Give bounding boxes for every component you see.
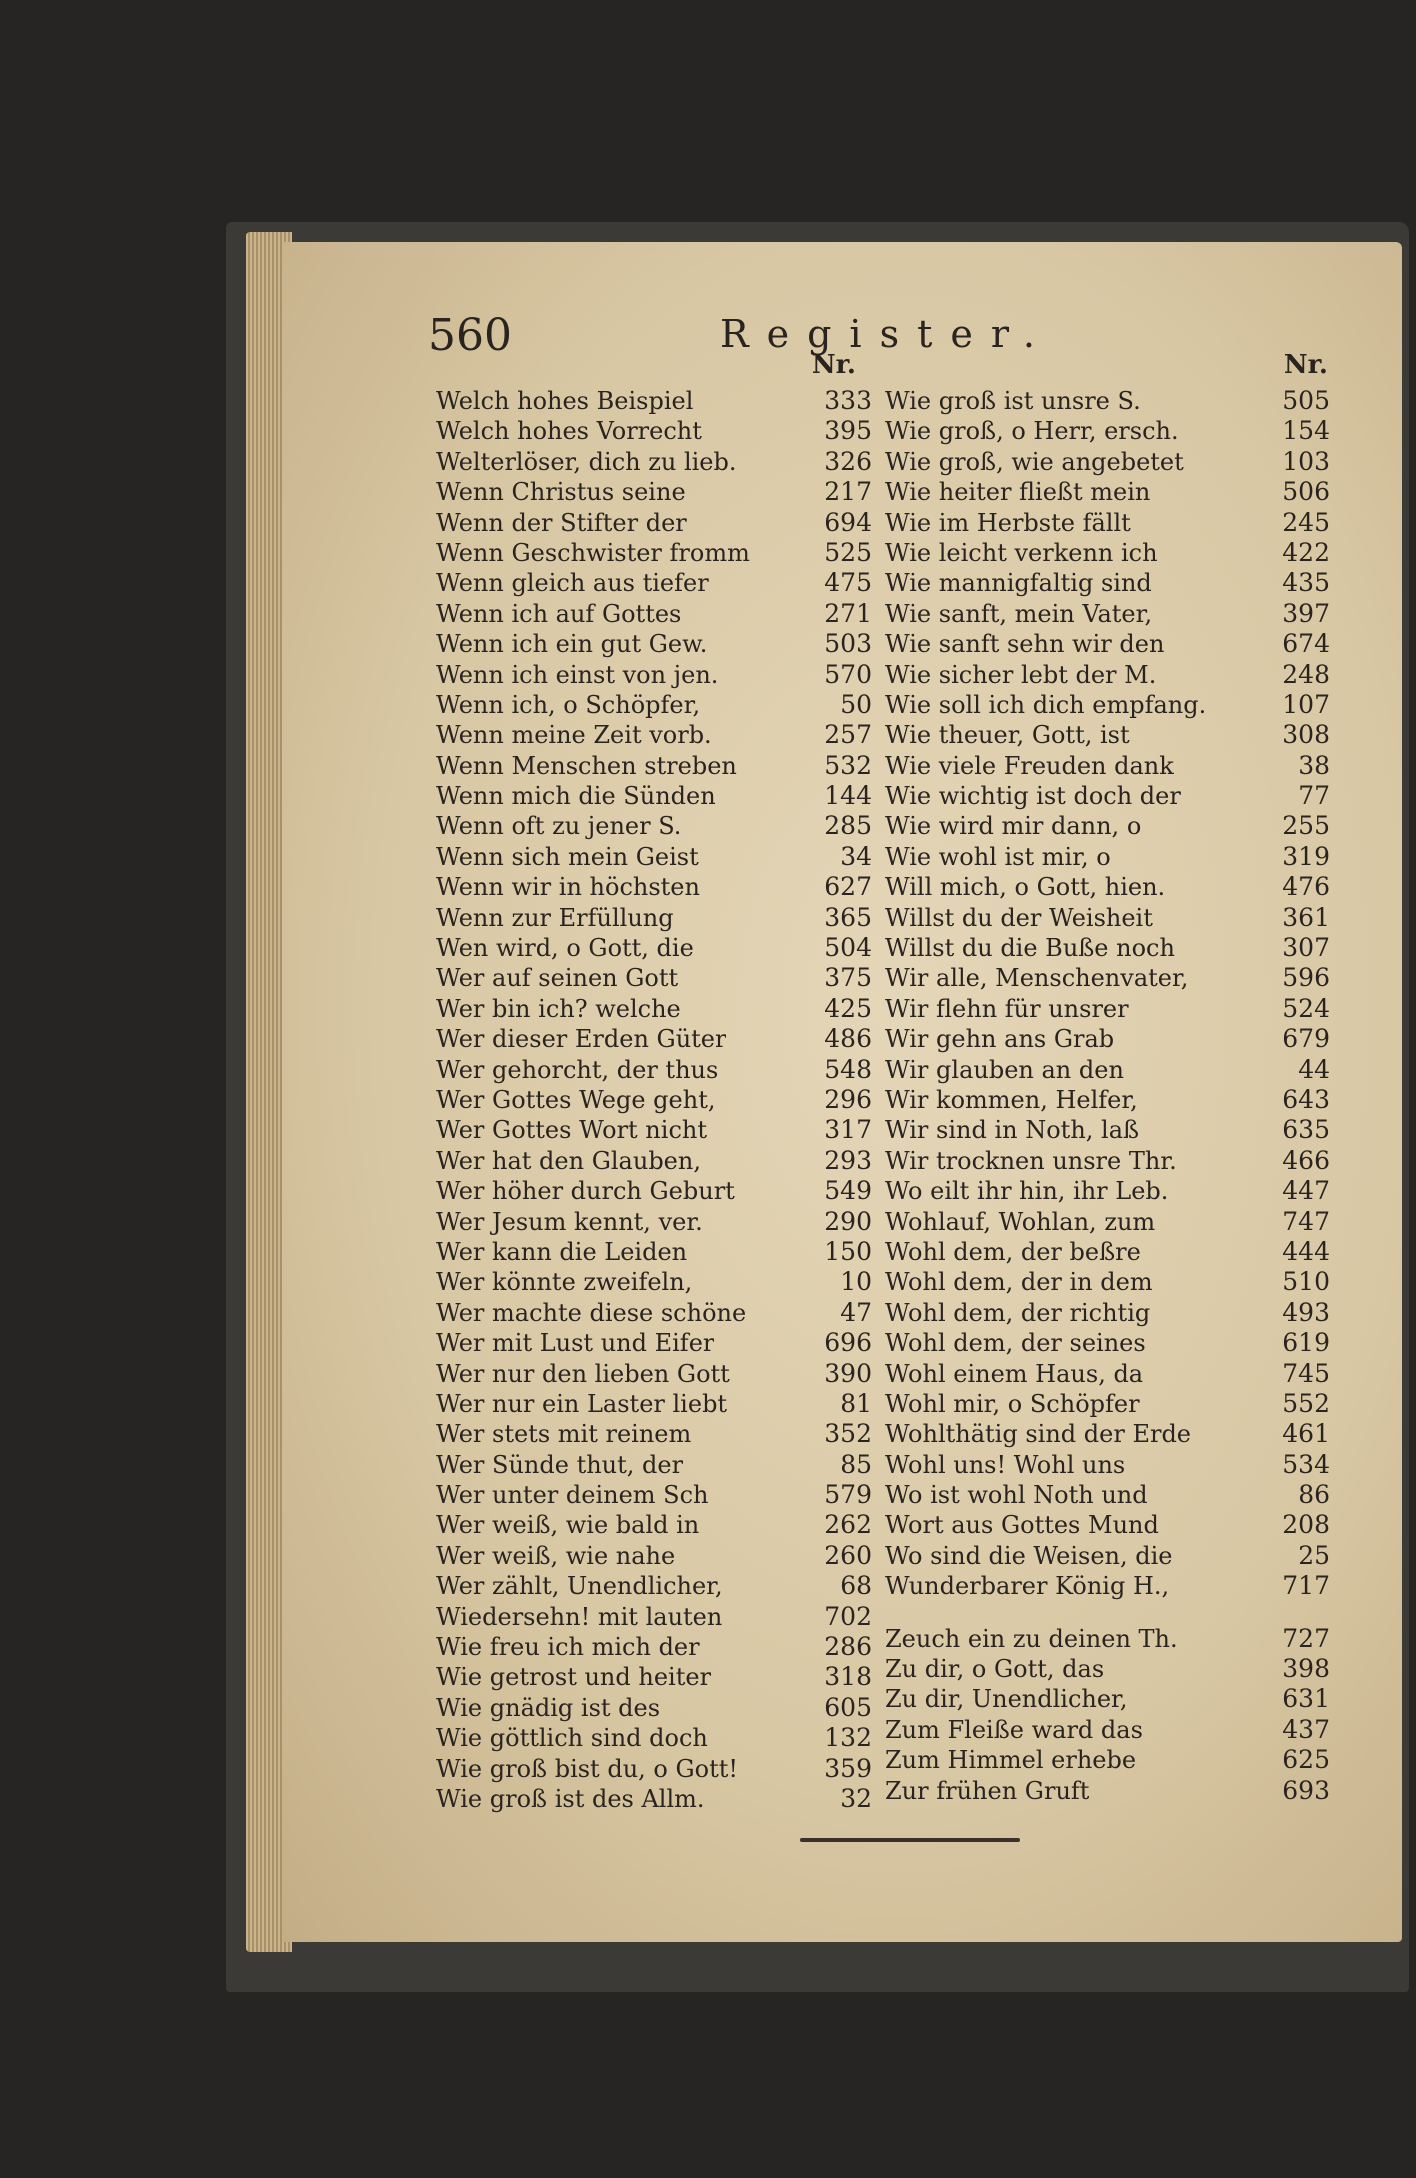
entry-text: Wie soll ich dich empfang. [885, 690, 1207, 719]
entry-number: 365 [824, 902, 872, 932]
index-entry [885, 1024, 1330, 1054]
index-entry [885, 933, 1330, 963]
entry-text: Wohl uns! Wohl uns [885, 1450, 1126, 1479]
index-entry [436, 568, 876, 598]
index-entry [885, 781, 1330, 811]
index-entry [436, 1693, 876, 1723]
entry-text: Wohl dem, der in dem [885, 1268, 1153, 1297]
index-entry [436, 1024, 876, 1054]
entry-number: 319 [1282, 841, 1330, 871]
index-entry [436, 1176, 876, 1206]
index-entry [436, 1541, 876, 1571]
entry-text: Wie sicher lebt der M. [885, 660, 1157, 689]
entry-number: 77 [1298, 781, 1330, 811]
entry-number: 437 [1282, 1714, 1330, 1744]
entry-number: 548 [824, 1054, 872, 1084]
index-entry [436, 386, 876, 416]
entry-text: Wenn ich auf Gottes [436, 599, 682, 628]
index-entry [885, 872, 1330, 902]
index-entry [436, 660, 876, 690]
entry-number: 397 [1282, 598, 1330, 628]
index-entry [885, 416, 1330, 446]
entry-text: Wie göttlich sind doch [436, 1724, 708, 1753]
index-entry [885, 811, 1330, 841]
entry-number: 422 [1282, 537, 1330, 567]
entry-text: Welch hohes Vorrecht [436, 417, 702, 446]
entry-text: Wie theuer, Gott, ist [885, 721, 1130, 750]
entry-text: Wenn meine Zeit vorb. [436, 721, 712, 750]
index-entry [436, 1085, 876, 1115]
index-entry [885, 629, 1330, 659]
entry-number: 257 [824, 720, 872, 750]
index-entry [885, 447, 1330, 477]
entry-number: 271 [824, 598, 872, 628]
entry-text: Zur frühen Gruft [885, 1776, 1090, 1805]
index-entry [436, 1662, 876, 1692]
index-entry [885, 1654, 1330, 1684]
entry-text: Wie viele Freuden dank [885, 751, 1174, 780]
index-entry [436, 508, 876, 538]
entry-number: 352 [824, 1419, 872, 1449]
index-entry [436, 811, 876, 841]
entry-text: Wer gehorcht, der thus [436, 1055, 719, 1084]
entry-number: 44 [1298, 1054, 1330, 1084]
entry-number: 444 [1282, 1236, 1330, 1266]
index-entry [885, 508, 1330, 538]
entry-number: 702 [824, 1601, 872, 1631]
index-entry [885, 1510, 1330, 1540]
entry-number: 150 [824, 1236, 872, 1266]
index-entry [885, 1684, 1330, 1714]
entry-number: 50 [840, 689, 872, 719]
entry-text: Wie freu ich mich der [436, 1633, 700, 1662]
entry-text: Wie groß, wie angebetet [885, 447, 1184, 476]
entry-text: Wunderbarer König H., [885, 1572, 1170, 1601]
right-nr-header: Nr. [1283, 350, 1328, 380]
entry-text: Wenn gleich aus tiefer [436, 569, 709, 598]
index-entry [436, 1754, 876, 1784]
entry-text: Wer bin ich? welche [436, 994, 681, 1023]
entry-number: 318 [824, 1662, 872, 1692]
index-entry [885, 720, 1330, 750]
entry-text: Wie wichtig ist doch der [885, 782, 1181, 811]
entry-text: Wer weiß, wie nahe [436, 1541, 676, 1570]
index-entry [885, 903, 1330, 933]
index-entry [436, 447, 876, 477]
index-entry [885, 568, 1330, 598]
index-entry [436, 416, 876, 446]
entry-number: 475 [824, 568, 872, 598]
left-nr-header: Nr. [811, 350, 856, 380]
index-entry [436, 1419, 876, 1449]
entry-number: 81 [840, 1388, 872, 1418]
entry-text: Wer höher durch Geburt [436, 1177, 735, 1206]
index-entry [885, 1450, 1330, 1480]
entry-text: Wer könnte zweifeln, [436, 1268, 693, 1297]
index-entry [436, 1359, 876, 1389]
entry-text: Zum Himmel erhebe [885, 1746, 1137, 1775]
index-entry [885, 599, 1330, 629]
entry-text: Wenn oft zu jener S. [436, 812, 682, 841]
entry-text: Wie im Herbste fällt [885, 508, 1131, 537]
entry-number: 747 [1282, 1206, 1330, 1236]
entry-number: 38 [1298, 750, 1330, 780]
entry-text: Wohl dem, der beßre [885, 1237, 1141, 1266]
entry-text: Willst du die Buße noch [885, 934, 1175, 963]
entry-number: 693 [1282, 1775, 1330, 1805]
entry-number: 605 [824, 1692, 872, 1722]
index-entry [436, 1602, 876, 1632]
entry-text: Wie wohl ist mir, o [885, 842, 1111, 871]
entry-number: 461 [1282, 1419, 1330, 1449]
entry-number: 286 [824, 1632, 872, 1662]
entry-text: Wer hat den Glauben, [436, 1146, 701, 1175]
entry-text: Wir alle, Menschenvater, [885, 964, 1189, 993]
entry-number: 308 [1282, 720, 1330, 750]
entry-text: Wenn Christus seine [436, 478, 686, 507]
index-entry [436, 690, 876, 720]
entry-number: 504 [824, 933, 872, 963]
entry-text: Wer Gottes Wort nicht [436, 1116, 707, 1145]
entry-text: Wie groß, o Herr, ersch. [885, 417, 1179, 446]
entry-text: Wer mit Lust und Eifer [436, 1329, 715, 1358]
entry-number: 524 [1282, 993, 1330, 1023]
entry-text: Welch hohes Beispiel [436, 387, 694, 415]
index-entry [885, 1389, 1330, 1419]
entry-number: 85 [840, 1449, 872, 1479]
entry-text: Welterlöser, dich zu lieb. [436, 447, 737, 476]
entry-text: Wir kommen, Helfer, [885, 1085, 1138, 1114]
entry-text: Wir flehn für unsrer [885, 994, 1129, 1023]
entry-number: 395 [824, 416, 872, 446]
entry-number: 262 [824, 1510, 872, 1540]
entry-number: 144 [824, 781, 872, 811]
index-entry [436, 751, 876, 781]
index-entry [436, 1115, 876, 1145]
index-entry [885, 994, 1330, 1024]
index-entry [885, 1146, 1330, 1176]
entry-number: 398 [1282, 1654, 1330, 1684]
entry-text: Wohl mir, o Schöpfer [885, 1389, 1140, 1418]
index-entry [885, 1359, 1330, 1389]
entry-number: 293 [824, 1145, 872, 1175]
entry-number: 217 [824, 477, 872, 507]
entry-text: Wer dieser Erden Güter [436, 1025, 727, 1054]
entry-number: 627 [824, 872, 872, 902]
index-entry [436, 1298, 876, 1328]
entry-number: 503 [824, 629, 872, 659]
entry-text: Wo eilt ihr hin, ihr Leb. [885, 1177, 1169, 1206]
entry-text: Zu dir, o Gott, das [885, 1655, 1105, 1684]
entry-number: 208 [1282, 1510, 1330, 1540]
entry-number: 245 [1282, 507, 1330, 537]
entry-text: Wiedersehn! mit lauten [436, 1602, 723, 1631]
right-column [885, 350, 1330, 1806]
entry-text: Wenn Menschen streben [436, 751, 737, 780]
entry-number: 435 [1282, 568, 1330, 598]
entry-text: Wenn mich die Sünden [436, 782, 716, 811]
index-entry [436, 1328, 876, 1358]
entry-text: Wenn sich mein Geist [436, 842, 699, 871]
index-entry [885, 386, 1330, 416]
entry-number: 333 [824, 386, 872, 415]
left-column [436, 350, 876, 1814]
entry-number: 107 [1282, 689, 1330, 719]
entry-number: 307 [1282, 933, 1330, 963]
index-entry [436, 477, 876, 507]
entry-number: 679 [1282, 1024, 1330, 1054]
index-entry [885, 1328, 1330, 1358]
index-entry [885, 660, 1330, 690]
entry-text: Wo ist wohl Noth und [885, 1481, 1148, 1510]
entry-number: 674 [1282, 629, 1330, 659]
index-entry [885, 1237, 1330, 1267]
entry-number: 361 [1282, 902, 1330, 932]
index-entry [436, 1237, 876, 1267]
index-entry [436, 1389, 876, 1419]
entry-text: Will mich, o Gott, hien. [885, 873, 1166, 902]
entry-text: Wenn zur Erfüllung [436, 903, 674, 932]
entry-number: 296 [824, 1084, 872, 1114]
entry-text: Wenn Geschwister fromm [436, 538, 750, 567]
entry-number: 694 [824, 507, 872, 537]
page-title: Register. [720, 312, 1053, 356]
entry-number: 260 [824, 1540, 872, 1570]
index-entry [885, 538, 1330, 568]
entry-number: 248 [1282, 659, 1330, 689]
entry-text: Willst du der Weisheit [885, 903, 1153, 932]
entry-text: Wie sanft, mein Vater, [885, 599, 1153, 628]
index-entry [436, 781, 876, 811]
section-gap [885, 1602, 1330, 1624]
index-entry [436, 903, 876, 933]
entry-text: Wie heiter fließt mein [885, 478, 1151, 507]
index-entry [436, 1207, 876, 1237]
index-entry [436, 963, 876, 993]
entry-text: Wer unter deinem Sch [436, 1481, 709, 1510]
index-entry [885, 1776, 1330, 1806]
entry-number: 549 [824, 1176, 872, 1206]
entry-text: Wenn ich einst von jen. [436, 660, 719, 689]
entry-text: Wer kann die Leiden [436, 1237, 688, 1266]
entry-text: Wir trocknen unsre Thr. [885, 1146, 1177, 1175]
entry-number: 745 [1282, 1358, 1330, 1388]
entry-number: 525 [824, 537, 872, 567]
entry-text: Wer stets mit reinem [436, 1420, 692, 1449]
index-entry [885, 842, 1330, 872]
entry-text: Wir glauben an den [885, 1055, 1124, 1084]
entry-text: Wohl einem Haus, da [885, 1359, 1144, 1388]
index-entry [436, 1632, 876, 1662]
index-entry [885, 1267, 1330, 1297]
entry-number: 631 [1282, 1684, 1330, 1714]
index-entry [885, 1571, 1330, 1601]
entry-number: 727 [1282, 1623, 1330, 1653]
entry-number: 493 [1282, 1297, 1330, 1327]
index-entry [436, 933, 876, 963]
index-entry [885, 477, 1330, 507]
index-entry [436, 1510, 876, 1540]
entry-number: 290 [824, 1206, 872, 1236]
entry-text: Wie mannigfaltig sind [885, 569, 1152, 598]
entry-number: 552 [1282, 1388, 1330, 1418]
entry-text: Wohl dem, der richtig [885, 1298, 1151, 1327]
index-entry [885, 1085, 1330, 1115]
index-entry [436, 1480, 876, 1510]
entry-number: 10 [840, 1267, 872, 1297]
entry-number: 596 [1282, 963, 1330, 993]
index-entry [885, 963, 1330, 993]
entry-text: Wen wird, o Gott, die [436, 934, 694, 963]
entry-text: Wie groß ist des Allm. [436, 1784, 705, 1813]
right-entry-list [885, 386, 1330, 1602]
entry-number: 619 [1282, 1328, 1330, 1358]
index-entry [436, 1723, 876, 1753]
index-entry [885, 751, 1330, 781]
index-entry [436, 1267, 876, 1297]
index-entry [436, 720, 876, 750]
entry-number: 375 [824, 963, 872, 993]
index-entry [885, 1176, 1330, 1206]
entry-text: Wie groß bist du, o Gott! [436, 1754, 739, 1783]
bottom-rule [800, 1838, 1020, 1842]
entry-text: Wer nur den lieben Gott [436, 1359, 730, 1388]
entry-number: 510 [1282, 1267, 1330, 1297]
entry-number: 359 [824, 1753, 872, 1783]
entry-text: Wer Jesum kennt, ver. [436, 1207, 703, 1236]
right-entry-list-z [885, 1624, 1330, 1806]
entry-text: Wer machte diese schöne [436, 1298, 747, 1327]
index-entry [436, 872, 876, 902]
index-entry [885, 1298, 1330, 1328]
entry-number: 390 [824, 1358, 872, 1388]
index-entry [436, 994, 876, 1024]
index-entry [885, 1419, 1330, 1449]
index-entry [885, 1480, 1330, 1510]
entry-number: 32 [840, 1783, 872, 1813]
entry-text: Wer nur ein Laster liebt [436, 1389, 728, 1418]
index-entry [885, 1624, 1330, 1654]
index-entry [436, 629, 876, 659]
entry-text: Wie groß ist unsre S. [885, 387, 1141, 415]
entry-text: Wer auf seinen Gott [436, 964, 679, 993]
index-entry [436, 842, 876, 872]
page-number: 560 [428, 310, 512, 361]
entry-number: 717 [1282, 1571, 1330, 1601]
entry-text: Wir sind in Noth, laß [885, 1116, 1140, 1145]
entry-number: 154 [1282, 416, 1330, 446]
entry-number: 486 [824, 1024, 872, 1054]
entry-text: Wohlthätig sind der Erde [885, 1420, 1192, 1449]
entry-number: 132 [824, 1723, 872, 1753]
entry-number: 86 [1298, 1480, 1330, 1510]
index-entry [436, 1571, 876, 1601]
index-entry [885, 1745, 1330, 1775]
entry-text: Wo sind die Weisen, die [885, 1541, 1173, 1570]
entry-number: 47 [840, 1297, 872, 1327]
entry-number: 476 [1282, 872, 1330, 902]
entry-number: 532 [824, 750, 872, 780]
entry-number: 317 [824, 1115, 872, 1145]
entry-text: Wir gehn ans Grab [885, 1025, 1115, 1054]
entry-number: 466 [1282, 1145, 1330, 1175]
entry-text: Wenn der Stifter der [436, 508, 687, 537]
entry-text: Zu dir, Unendlicher, [885, 1685, 1128, 1714]
entry-text: Wohl dem, der seines [885, 1329, 1146, 1358]
entry-text: Wort aus Gottes Mund [885, 1511, 1159, 1540]
entry-text: Zum Fleiße ward das [885, 1715, 1143, 1744]
entry-text: Wenn ich ein gut Gew. [436, 630, 708, 659]
index-entry [436, 1055, 876, 1085]
entry-text: Wer zählt, Unendlicher, [436, 1572, 723, 1601]
entry-text: Wohlauf, Wohlan, zum [885, 1207, 1156, 1236]
entry-number: 425 [824, 993, 872, 1023]
entry-number: 285 [824, 811, 872, 841]
entry-number: 68 [840, 1571, 872, 1601]
entry-number: 506 [1282, 477, 1330, 507]
entry-number: 579 [824, 1480, 872, 1510]
index-entry [885, 1115, 1330, 1145]
entry-text: Wie sanft sehn wir den [885, 630, 1165, 659]
index-entry [885, 1055, 1330, 1085]
entry-number: 635 [1282, 1115, 1330, 1145]
entry-number: 326 [824, 446, 872, 476]
entry-text: Wie getrost und heiter [436, 1663, 712, 1692]
entry-number: 447 [1282, 1176, 1330, 1206]
entry-number: 34 [840, 841, 872, 871]
entry-number: 643 [1282, 1084, 1330, 1114]
entry-text: Wenn wir in höchsten [436, 873, 700, 902]
entry-number: 505 [1282, 386, 1330, 415]
index-entry [436, 1784, 876, 1814]
entry-number: 103 [1282, 446, 1330, 476]
entry-text: Wie gnädig ist des [436, 1693, 661, 1722]
index-entry [436, 538, 876, 568]
left-entry-list [436, 386, 876, 1814]
entry-number: 255 [1282, 811, 1330, 841]
entry-number: 625 [1282, 1745, 1330, 1775]
index-entry [436, 1450, 876, 1480]
entry-text: Wer Gottes Wege geht, [436, 1085, 716, 1114]
index-entry [436, 599, 876, 629]
entry-text: Wer Sünde thut, der [436, 1450, 684, 1479]
entry-number: 696 [824, 1328, 872, 1358]
entry-text: Wenn ich, o Schöpfer, [436, 690, 701, 719]
entry-number: 534 [1282, 1449, 1330, 1479]
entry-number: 25 [1298, 1540, 1330, 1570]
index-entry [885, 690, 1330, 720]
entry-number: 570 [824, 659, 872, 689]
entry-text: Wer weiß, wie bald in [436, 1511, 700, 1540]
entry-text: Wie leicht verkenn ich [885, 538, 1158, 567]
index-entry [885, 1207, 1330, 1237]
index-entry [436, 1146, 876, 1176]
entry-text: Zeuch ein zu deinen Th. [885, 1624, 1178, 1653]
index-entry [885, 1541, 1330, 1571]
entry-text: Wie wird mir dann, o [885, 812, 1142, 841]
index-entry [885, 1715, 1330, 1745]
